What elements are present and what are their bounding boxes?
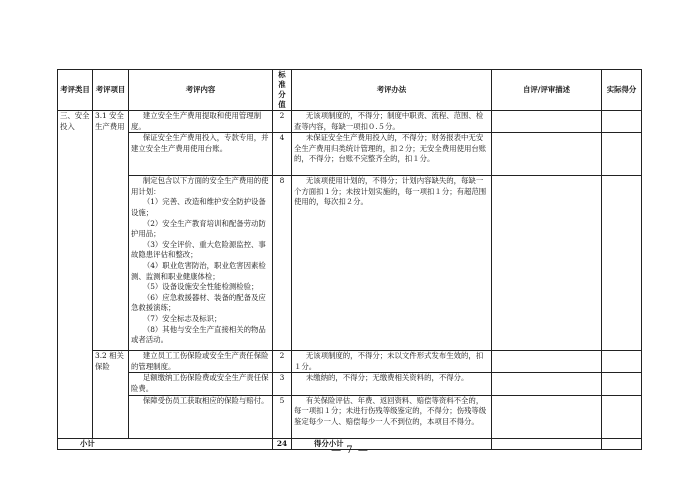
content-line: 制定包含以下方面的安全生产费用的使用计划： [131,176,269,196]
method-cell: 无该项使用计划的，不得分；计划内容缺失的，每缺一个方面扣１分；未按计划实施的，每一项扣１分；有超范围使用的，每次扣２分。 [292,176,492,351]
method-cell: 无该项制度的，不得分；未以文件形式发布生效的，扣１分。 [292,351,492,373]
self-eval-cell[interactable] [492,351,602,373]
actual-score-cell[interactable] [602,351,642,373]
actual-score-cell[interactable] [602,395,642,438]
category-cell: 三、安全投入 [58,111,93,439]
method-cell: 未缴纳的，不得分；无缴费相关资料的，不得分。 [292,373,492,395]
self-eval-cell[interactable] [492,133,602,176]
content-line: （6）应急救援器材、装备的配备及应急救援演练； [131,292,266,313]
score-cell: 4 [273,133,292,176]
content-line: （8）其他与安全生产直接相关的物品或者活动。 [131,324,266,345]
content-cell: 保证安全生产费用投入，专款专用，并建立安全生产费用使用台账。 [129,133,273,176]
header-row [58,70,642,111]
score-cell: 3 [273,373,292,395]
score-cell: 5 [273,395,292,438]
content-cell [129,176,273,351]
content-line: （1）完善、改造和维护安全防护设备设施； [131,197,266,217]
actual-score-cell[interactable] [602,133,642,176]
actual-score-cell[interactable] [602,373,642,395]
header-description: 自评/评审描述 [492,70,602,111]
header-score: 标准分值 [273,70,292,111]
header-method: 考评办法 [292,70,492,111]
content-line: （2）安全生产教育培训和配备劳动防护用品； [131,218,266,239]
content-cell: 建立安全生产费用提取和使用管理制度。 [129,111,273,133]
actual-score-cell[interactable] [602,111,642,133]
content-cell: 建立员工工伤保险或安全生产责任保险的管理制度。 [129,351,273,373]
item-cell-3-1: 3.1 安全生产费用 [93,111,129,351]
self-eval-cell[interactable] [492,395,602,438]
table-row [58,111,642,133]
method-cell: 无该项制度的，不得分；制度中职责、流程、范围、检查等内容，每缺一项扣０.５分。 [292,111,492,133]
table-row [58,133,642,176]
table-row [58,395,642,438]
method-cell: 未保证安全生产费用投入的，不得分；财务报表中无安全生产费用归类统计管理的，扣２分；无安全费用使用台账的，不得分；台账不完整齐全的，扣１分。 [292,133,492,176]
method-cell: 有关保险评估、年费、返回资料、赔偿等资料不全的，每一项扣１分；未进行伤残等级鉴定的，不得分；伤残等级鉴定每少一人、赔偿每少一人不到位的，本项目不得分。 [292,395,492,438]
content-line: （4）职业危害防治，职业危害因素检测、监测和职业健康体检； [131,260,266,281]
content-line: （7）安全标志及标识； [142,313,222,323]
header-category: 考评类目 [58,70,93,111]
page-number: — 7 — [331,445,369,456]
score-cell: 8 [273,176,292,351]
self-eval-cell[interactable] [492,111,602,133]
table-row [58,351,642,373]
self-eval-cell[interactable] [492,176,602,351]
table-row [58,176,642,351]
score-cell: 2 [273,351,292,373]
header-item: 考评项目 [93,70,129,111]
actual-score-cell[interactable] [602,176,642,351]
content-cell: 足额缴纳工伤保险费或安全生产责任保险费。 [129,373,273,395]
score-cell: 2 [273,111,292,133]
content-line: （5）设备设施安全性能检测检验； [142,282,259,292]
subtotal-method-label: 得分小计 [292,438,492,449]
table-row [58,373,642,395]
header-actual-score: 实际得分 [602,70,642,111]
header-content: 考评内容 [129,70,273,111]
evaluation-table [57,69,642,450]
content-line: （3）安全评价、重大危险源监控、事故隐患评估和整改； [131,239,266,260]
content-cell: 保障受伤员工获取相应的保险与赔付。 [129,395,273,438]
subtotal-label: 小计 [58,438,273,449]
self-eval-cell[interactable] [492,373,602,395]
item-cell-3-2: 3.2 相关保险 [93,351,129,438]
subtotal-score: 24 [273,438,292,449]
